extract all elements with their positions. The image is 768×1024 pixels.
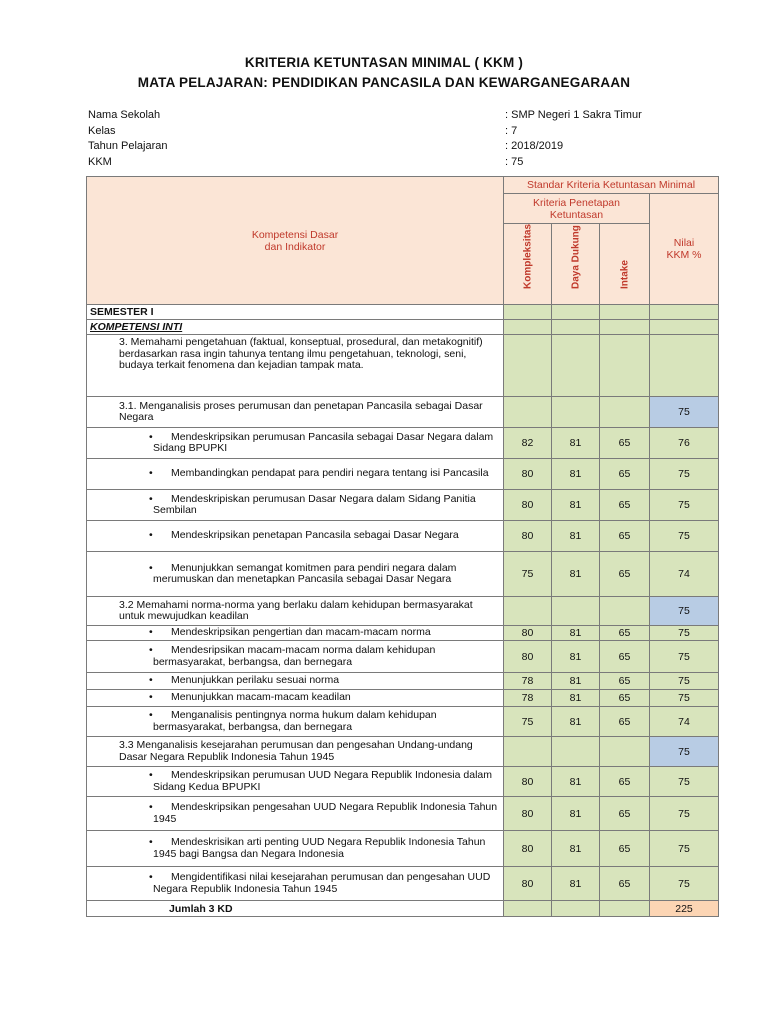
info-label: Nama Sekolah <box>88 109 161 121</box>
kd-text: 3.2 Memahami norma-norma yang berlaku dalam kehidupan bermasyarakat untuk mewujudkan keadilan <box>87 597 504 626</box>
score-cell: 75 <box>650 673 719 690</box>
info-value: : 7 <box>505 124 518 137</box>
score-cell: 65 <box>600 521 650 552</box>
score-cell: 65 <box>600 626 650 641</box>
score-cell: 81 <box>552 641 600 673</box>
kkm-table <box>86 176 719 917</box>
indikator-text: • Mendeskripsikan perumusan UUD Negara Republik Indonesia dalam Sidang Kedua BPUPKI <box>87 767 504 797</box>
score-cell: 75 <box>650 797 719 831</box>
score-cell: 75 <box>650 626 719 641</box>
page-title: KRITERIA KETUNTASAN MINIMAL ( KKM ) <box>244 55 524 70</box>
header-daya-dukung: Daya Dukung <box>552 224 600 305</box>
indikator-text: • Menunjukkan macam-macam keadilan <box>87 690 504 707</box>
score-cell: 65 <box>600 428 650 459</box>
score-cell: 80 <box>504 521 552 552</box>
score-cell: 80 <box>504 831 552 867</box>
score-cell: 75 <box>650 521 719 552</box>
score-cell: 78 <box>504 673 552 690</box>
score-cell: 75 <box>650 459 719 490</box>
score-cell: 81 <box>552 626 600 641</box>
header-nilai: Nilai KKM % <box>650 194 719 305</box>
indikator-text: • Mendeskripsikan pengertian dan macam-macam norma <box>87 626 504 641</box>
score-cell: 65 <box>600 552 650 597</box>
jumlah-label: Jumlah 3 KD <box>87 901 504 917</box>
score-cell: 80 <box>504 767 552 797</box>
score-cell: 75 <box>504 552 552 597</box>
score-cell: 81 <box>552 690 600 707</box>
score-cell: 65 <box>600 797 650 831</box>
score-cell: 80 <box>504 626 552 641</box>
score-cell: 76 <box>650 428 719 459</box>
score-cell: 78 <box>504 690 552 707</box>
score-cell: 75 <box>650 641 719 673</box>
score-cell: 65 <box>600 867 650 901</box>
score-cell: 74 <box>650 707 719 737</box>
score-cell: 82 <box>504 428 552 459</box>
score-cell: 80 <box>504 490 552 521</box>
info-value: : 75 <box>505 155 524 168</box>
score-cell: 75 <box>650 490 719 521</box>
score-cell: 65 <box>600 459 650 490</box>
indikator-text: • Mendeskripsikan penetapan Pancasila sebagai Dasar Negara <box>87 521 504 552</box>
score-cell: 81 <box>552 831 600 867</box>
info-value: : 2018/2019 <box>505 140 564 152</box>
info-labels <box>88 108 168 170</box>
score-cell: 81 <box>552 552 600 597</box>
kd-text: 3.3 Menganalisis kesejarahan perumusan dan pengesahan Undang-undang Dasar Negara Republik Indonesia Tahun 1945 <box>87 737 504 767</box>
score-cell: 75 <box>504 707 552 737</box>
score-cell: 81 <box>552 797 600 831</box>
info-value: : SMP Negeri 1 Sakra Timur <box>505 109 642 121</box>
page-subtitle: MATA PELAJARAN: PENDIDIKAN PANCASILA DAN KEWARGANEGARAAN <box>137 75 631 90</box>
score-cell: 81 <box>552 459 600 490</box>
indikator-text: • Mendeskripsikan pengesahan UUD Negara Republik Indonesia Tahun 1945 <box>87 797 504 831</box>
score-cell: 65 <box>600 831 650 867</box>
indikator-text: • Mendesripsikan macam-macam norma dalam kehidupan bermasyarakat, berbangsa, dan bernegara <box>87 641 504 673</box>
score-cell: 75 <box>650 867 719 901</box>
info-values <box>505 108 642 170</box>
info-label: Tahun Pelajaran <box>88 140 168 152</box>
header-standar: Standar Kriteria Ketuntasan Minimal <box>504 177 719 194</box>
score-cell: 75 <box>650 690 719 707</box>
header-kd: Kompetensi Dasar dan Indikator <box>87 177 504 305</box>
jumlah-nilai: 225 <box>650 901 719 917</box>
score-cell: 65 <box>600 673 650 690</box>
score-cell: 65 <box>600 490 650 521</box>
score-cell: 81 <box>552 867 600 901</box>
score-cell: 81 <box>552 767 600 797</box>
indikator-text: • Mendeskrisikan arti penting UUD Negara Republik Indonesia Tahun 1945 bagi Bangsa dan Negara Indonesia <box>87 831 504 867</box>
score-cell: 80 <box>504 867 552 901</box>
info-label: Kelas <box>88 124 116 137</box>
score-cell: 74 <box>650 552 719 597</box>
score-cell: 65 <box>600 767 650 797</box>
kd-nilai: 75 <box>650 737 719 767</box>
score-cell: 81 <box>552 490 600 521</box>
score-cell: 80 <box>504 641 552 673</box>
indikator-text: • Menunjukkan semangat komitmen para pendiri negara dalam merumuskan dan menetapkan Pancasila sebagai Dasar Negara <box>87 552 504 597</box>
score-cell: 65 <box>600 690 650 707</box>
indikator-text: • Mengidentifikasi nilai kesejarahan perumusan dan pengesahan UUD Negara Republik Indonesia Tahun 1945 <box>87 867 504 901</box>
score-cell: 80 <box>504 797 552 831</box>
kompetensi-inti-label: KOMPETENSI INTI <box>87 320 504 335</box>
kd-text: 3.1. Menganalisis proses perumusan dan penetapan Pancasila sebagai Dasar Negara <box>87 397 504 428</box>
header-kompleksitas: Kompleksitas <box>504 224 552 305</box>
indikator-text: • Mendeskripiskan perumusan Dasar Negara dalam Sidang Panitia Sembilan <box>87 490 504 521</box>
score-cell: 75 <box>650 831 719 867</box>
indikator-text: • Menganalisis pentingnya norma hukum dalam kehidupan bermasyarakat, berbangsa, dan bernegara <box>87 707 504 737</box>
kd-nilai: 75 <box>650 597 719 626</box>
indikator-text: • Membandingkan pendapat para pendiri negara tentang isi Pancasila <box>87 459 504 490</box>
indikator-text: • Mendeskripsikan perumusan Pancasila sebagai Dasar Negara dalam Sidang BPUPKI <box>87 428 504 459</box>
score-cell: 81 <box>552 707 600 737</box>
score-cell: 80 <box>504 459 552 490</box>
score-cell: 81 <box>552 673 600 690</box>
score-cell: 81 <box>552 428 600 459</box>
score-cell: 65 <box>600 641 650 673</box>
score-cell: 81 <box>552 521 600 552</box>
header-intake: Intake <box>600 224 650 305</box>
kd-nilai: 75 <box>650 397 719 428</box>
indikator-text: • Menunjukkan perilaku sesuai norma <box>87 673 504 690</box>
ki3-text: 3. Memahami pengetahuan (faktual, konseptual, prosedural, dan metakognitif) berdasarkan rasa ingin tahunya tentang ilmu pengetahuan, teknologi, seni, budaya terkait fenomena dan kejadian tampak mata. <box>87 335 504 397</box>
info-label: KKM <box>88 155 112 168</box>
header-kriteria: Kriteria Penetapan Ketuntasan <box>504 194 650 224</box>
score-cell: 65 <box>600 707 650 737</box>
score-cell: 75 <box>650 767 719 797</box>
semester-label: SEMESTER I <box>87 305 504 320</box>
